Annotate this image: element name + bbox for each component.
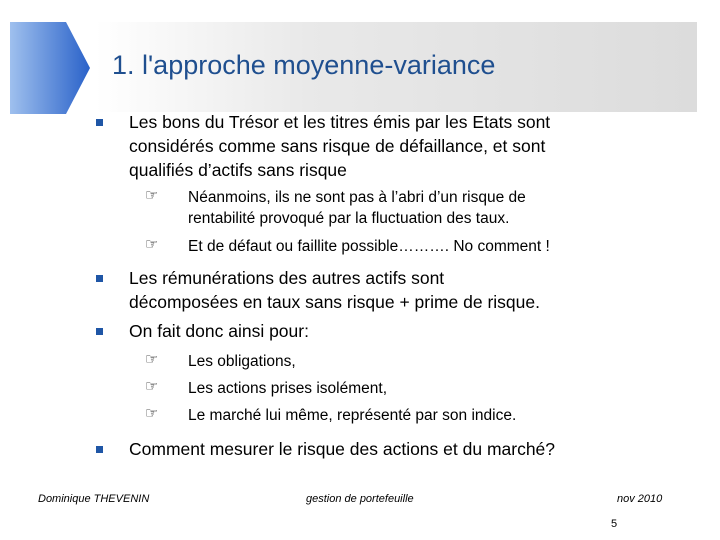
page-number: 5 xyxy=(611,518,618,530)
sub-2-line: Et de défaut ou faillite possible………. No comment ! xyxy=(188,238,550,255)
bullet-3-line: On fait donc ainsi pour: xyxy=(129,321,309,341)
sub-1-line-2: rentabilité provoqué par la fluctuation des taux. xyxy=(188,210,510,227)
sub-3-line: Les obligations, xyxy=(188,353,296,370)
pointing-hand-icon: ☞ xyxy=(145,187,159,204)
footer-author: Dominique THEVENIN xyxy=(38,493,150,505)
pointing-hand-icon: ☞ xyxy=(145,236,159,253)
bullet-1-line-2: considérés comme sans risque de défaillance, et sont xyxy=(129,136,546,156)
footer-subject: gestion de portefeuille xyxy=(306,493,414,505)
square-bullet-icon xyxy=(96,275,103,282)
bullet-2-line-1: Les rémunérations des autres actifs sont xyxy=(129,268,445,288)
footer-date: nov 2010 xyxy=(617,493,663,505)
square-bullet-icon xyxy=(96,446,103,453)
bullet-1-line-1: Les bons du Trésor et les titres émis par les Etats sont xyxy=(129,112,551,132)
bullet-2-line-2: décomposées en taux sans risque + prime de risque. xyxy=(129,292,540,312)
pointing-hand-icon: ☞ xyxy=(145,378,159,395)
square-bullet-icon xyxy=(96,328,103,335)
bullet-4-line: Comment mesurer le risque des actions et du marché? xyxy=(129,439,556,459)
square-bullet-icon xyxy=(96,119,103,126)
sub-5-line: Le marché lui même, représenté par son indice. xyxy=(188,407,517,424)
sub-1-line-1: Néanmoins, ils ne sont pas à l’abri d’un risque de xyxy=(188,189,526,206)
bullet-1-line-3: qualifiés d’actifs sans risque xyxy=(129,160,347,180)
pointing-hand-icon: ☞ xyxy=(145,405,159,422)
chevron-arrow-icon xyxy=(10,22,90,114)
page-title: 1. l'approche moyenne-variance xyxy=(112,50,496,80)
pointing-hand-icon: ☞ xyxy=(145,351,159,368)
sub-4-line: Les actions prises isolément, xyxy=(188,380,388,397)
